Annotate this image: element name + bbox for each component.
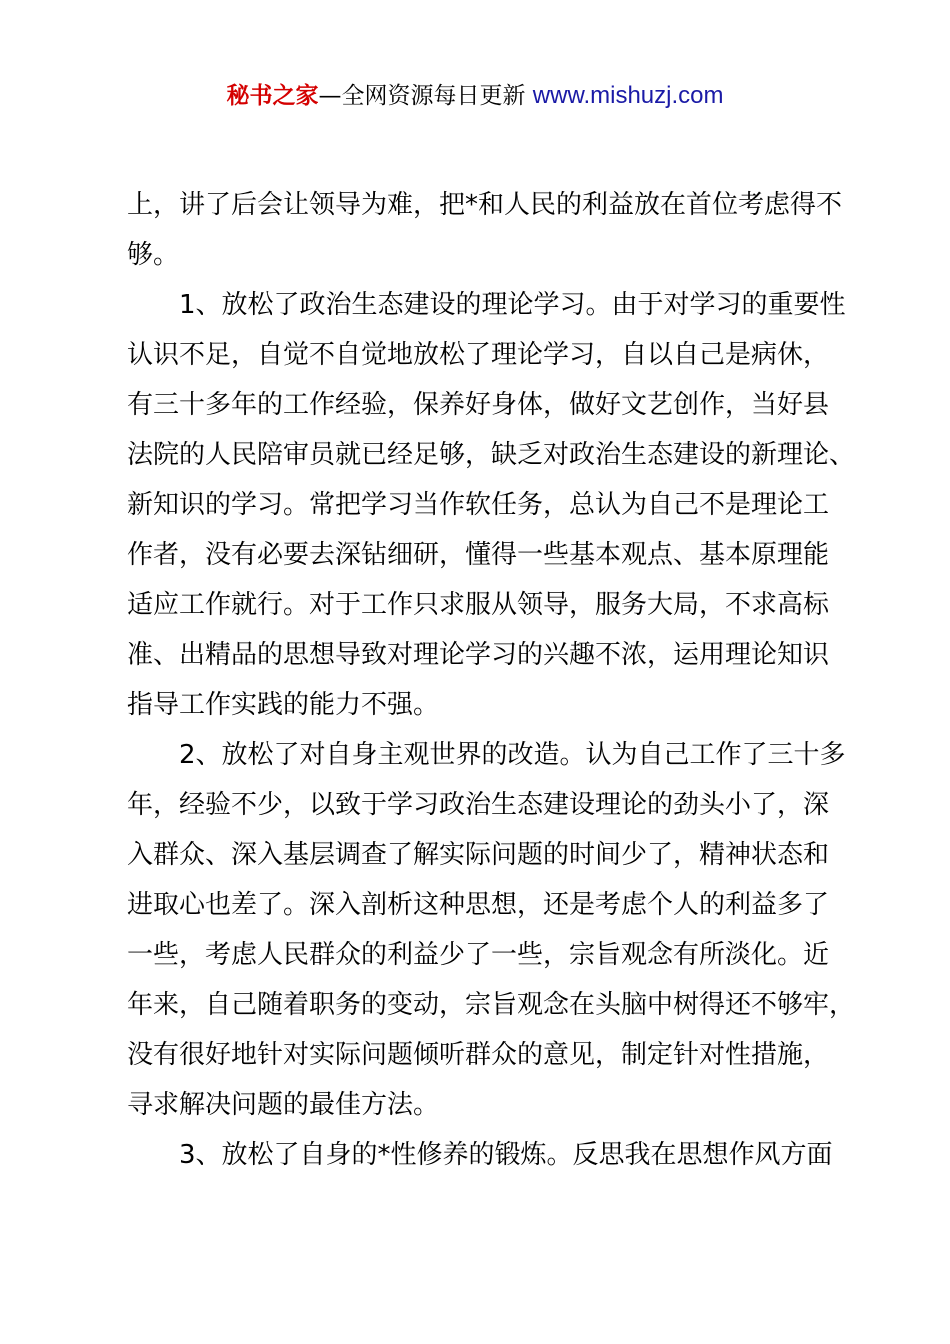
text-line: 够。 <box>127 240 180 270</box>
paragraph-start-line: 1、放松了政治生态建设的理论学习。由于对学习的重要性 <box>179 290 846 320</box>
brand-name: 秘书之家 <box>226 83 319 109</box>
text-line: 一些，考虑人民群众的利益少了一些，宗旨观念有所淡化。近 <box>127 940 830 970</box>
text-line: 认识不足，自觉不自觉地放松了理论学习，自以自己是病休， <box>127 340 830 370</box>
text-line: 年，经验不少，以致于学习政治生态建设理论的劲头小了，深 <box>127 790 830 820</box>
text-line: 新知识的学习。常把学习当作软任务，总认为自己不是理论工 <box>127 490 830 520</box>
text-line: 寻求解决问题的最佳方法。 <box>127 1090 440 1120</box>
text-line: 作者，没有必要去深钻细研，懂得一些基本观点、基本原理能 <box>127 540 830 570</box>
text-line: 准、出精品的思想导致对理论学习的兴趣不浓，运用理论知识 <box>127 640 830 670</box>
text-line: 适应工作就行。对于工作只求服从领导，服务大局，不求高标 <box>127 590 830 620</box>
paragraph-start-line: 3、放松了自身的*性修养的锻炼。反思我在思想作风方面 <box>179 1140 833 1170</box>
text-line: 上，讲了后会让领导为难，把*和人民的利益放在首位考虑得不 <box>127 190 843 220</box>
header-tagline: —全网资源每日更新 <box>318 83 526 109</box>
text-line: 有三十多年的工作经验，保养好身体，做好文艺创作，当好县 <box>127 390 830 420</box>
text-line: 指导工作实践的能力不强。 <box>127 690 440 720</box>
paragraph-start-line: 2、放松了对自身主观世界的改造。认为自己工作了三十多 <box>179 740 846 770</box>
text-line: 进取心也差了。深入剖析这种思想，还是考虑个人的利益多了 <box>127 890 830 920</box>
text-line: 年来，自己随着职务的变动，宗旨观念在头脑中树得还不够牢， <box>127 990 856 1020</box>
site-url-link[interactable]: www.mishuzj.com <box>532 82 724 109</box>
text-line: 没有很好地针对实际问题倾听群众的意见，制定针对性措施， <box>127 1040 830 1070</box>
document-body <box>127 180 857 1180</box>
text-line: 法院的人民陪审员就已经足够，缺乏对政治生态建设的新理论、 <box>127 440 856 470</box>
site-header <box>0 80 950 112</box>
text-line: 入群众、深入基层调查了解实际问题的时间少了，精神状态和 <box>127 840 830 870</box>
